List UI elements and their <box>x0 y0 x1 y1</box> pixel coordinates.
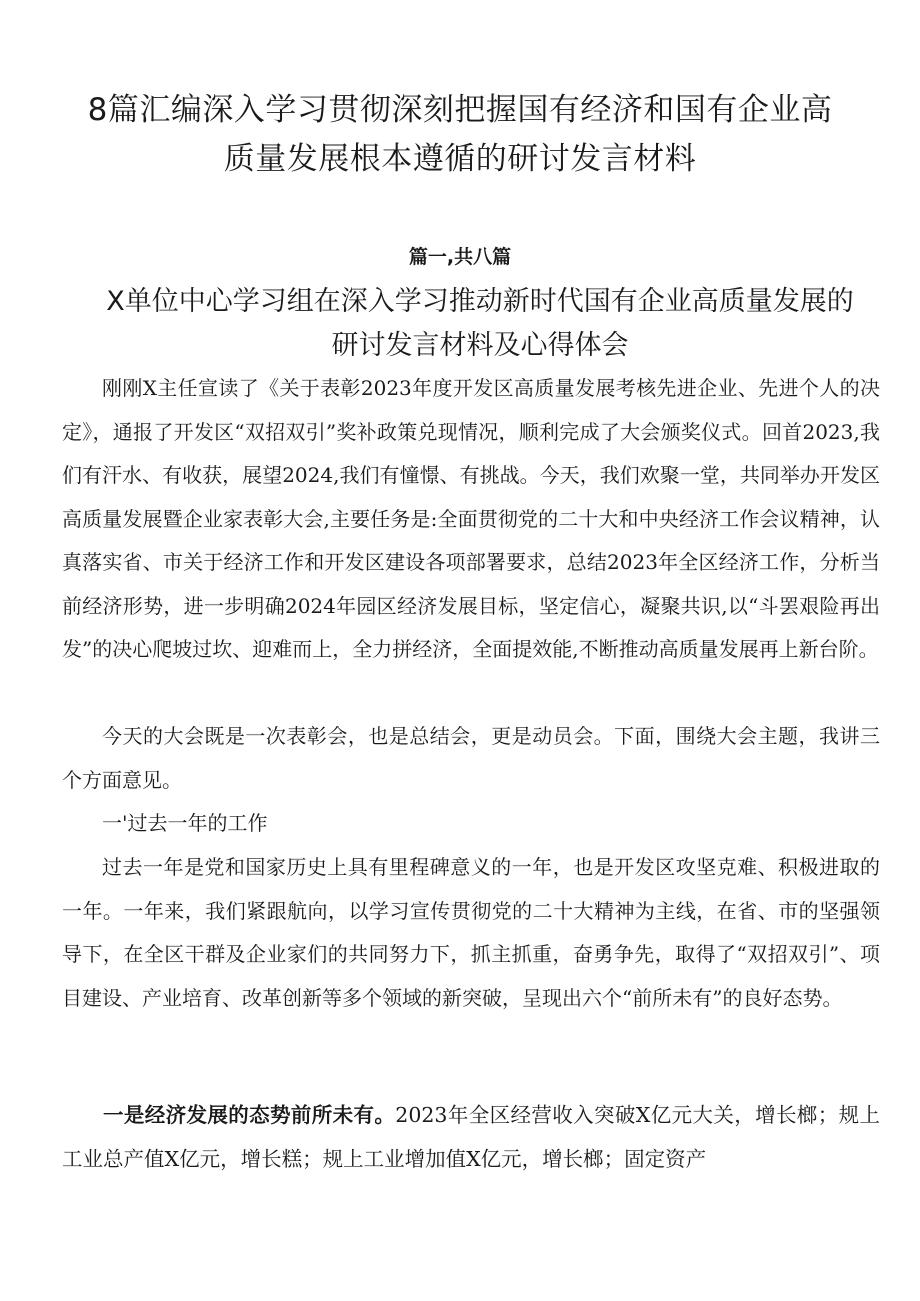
document-title-line-1: 8篇汇编深入学习贯彻深刻把握国有经济和国有企业高 <box>87 92 833 128</box>
article-title-line-1: X单位中心学习组在深入学习推动新时代国有企业高质量发展的 <box>106 286 854 317</box>
article-title-line-2: 研讨发言材料及心得体会 <box>331 330 629 361</box>
document-title <box>60 86 860 184</box>
paragraph-body: 2023年全区经营收入突破X亿元大关，增长榔；规上工业总产值X亿元，增长糕；规上工业增加值X亿元，增长榔；固定资产 <box>62 1103 881 1171</box>
paragraph-opening: 刚刚X主任宣读了《关于表彰2023年度开发区高质量发展考核先进企业、先进个人的决定》，通报了开发区“双招双引”奖补政策兑现情况，顺利完成了大会颁奖仪式。回首2023,我们有汗水、有收获，展望2024,我们有憧憬、有挑战。今天，我们欢聚一堂，共同举办开发区高质量发展暨企业家表彰大会,主要任务是:全面贯彻党的二十大和中央经济工作会议精神，认真落实省、市关于经济工作和开发区建设各项部署要求，总结2023年全区经济工作，分析当前经济形势，进一步明确2024年园区经济发展目标，坚定信心，凝聚共识,以“斗罢艰险再出发”的决心爬坡过坎、迎难而上，全力拼经济，全面提效能,不断推动高质量发展再上新台阶。 <box>62 376 880 661</box>
paragraph-past-year: 过去一年是党和国家历史上具有里程碑意义的一年，也是开发区攻坚克难、积极进取的一年。一年来，我们紧跟航向，以学习宣传贯彻党的二十大精神为主线，在省、市的坚强领导下，在全区干群及企业家们的共同努力下，抓主抓重，奋勇争先，取得了“双招双引”、项目建设、产业培育、改革创新等多个领域的新突破，呈现出六个“前所未有”的良好态势。 <box>62 855 880 1010</box>
article-title <box>100 280 860 368</box>
section-heading-past-year: 一'过去一年的工作 <box>102 811 268 835</box>
paragraph-lead-phrase: 一是经济发展的态势前所未有。 <box>103 1103 396 1127</box>
paragraph-economic-development <box>62 1094 880 1181</box>
document-title-line-2: 质量发展根本遵循的研讨发言材料 <box>223 141 697 177</box>
section-label: 篇一,共八篇 <box>408 246 512 268</box>
paragraph-meeting-purpose: 今天的大会既是一次表彰会，也是总结会，更是动员会。下面，围绕大会主题，我讲三个方面意见。 <box>62 724 880 792</box>
